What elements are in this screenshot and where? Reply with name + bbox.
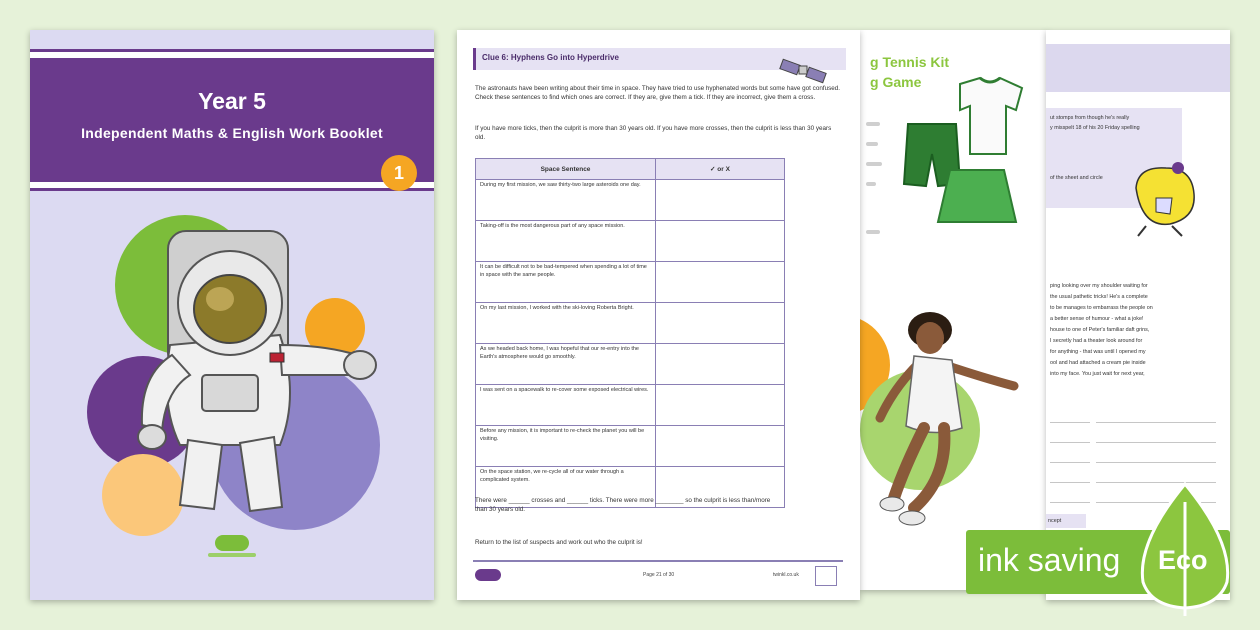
story-line: I secretly had a theater look around for	[1050, 338, 1143, 344]
table-row	[476, 385, 785, 426]
right-page-header	[1046, 44, 1230, 92]
answer-line	[1050, 482, 1090, 483]
text-line	[866, 230, 880, 234]
table-row	[476, 221, 785, 262]
cover-title-band	[30, 52, 434, 188]
story-line: a better sense of humour - what a joke!	[1050, 316, 1144, 322]
twinkl-logo	[475, 569, 501, 581]
rule-paragraph: If you have more ticks, then the culprit is more than 30 years old. If you have more crosses, then the culprit is less than 30 years old.	[475, 125, 832, 141]
table-row	[476, 303, 785, 344]
sentence-cell: As we headed back home, I was hopeful that our re-entry into the Earth's atmosphere would go smoothly.	[476, 344, 656, 385]
sentence-cell: I was sent on a spacewalk to re-cover some exposed electrical wires.	[476, 385, 656, 426]
table-row	[476, 426, 785, 467]
mark-cell[interactable]	[656, 426, 785, 467]
story-line: to be manages to embarrass the people on	[1050, 305, 1153, 311]
summary-paragraph: There were ______ crosses and ______ ticks. There were more ________ so the culprit is less than/more than 30 years old.	[475, 497, 771, 513]
sentence-cell: On my last mission, I worked with the ski-loving Roberta Bright.	[476, 303, 656, 344]
concept-label-box	[1046, 514, 1086, 528]
tennis-player-illustration	[864, 308, 1034, 538]
tennis-title-line1: g Tennis Kit	[870, 54, 950, 70]
sentence-cell: During my first mission, we saw thirty-two large asteroids one day.	[476, 180, 656, 221]
story-line: ping looking over my shoulder waiting for	[1050, 283, 1148, 289]
story-line: into my face. You just wait for next year,	[1050, 371, 1145, 377]
mark-cell[interactable]	[656, 344, 785, 385]
story-line: for anything - that was until I opened my	[1050, 349, 1146, 355]
answer-line	[1096, 442, 1216, 443]
mark-cell[interactable]	[656, 180, 785, 221]
clue-title: Clue 6: Hyphens Go into Hyperdrive	[482, 53, 619, 62]
answer-line	[1096, 422, 1216, 423]
eco-label: Eco	[1158, 545, 1208, 575]
answer-line	[1050, 422, 1090, 423]
hyphen-worksheet-page	[457, 30, 860, 600]
cover-subtitle: Independent Maths & English Work Booklet	[81, 125, 383, 141]
page-number: Page 21 of 30	[643, 572, 675, 578]
answer-line	[1096, 462, 1216, 463]
table-header-row	[476, 159, 785, 180]
mark-cell[interactable]	[656, 221, 785, 262]
yellow-creature-illustration	[1126, 158, 1206, 238]
box-line-2: y misspelt 18 of his 20 Friday spelling	[1050, 125, 1140, 131]
story-line: ool and had attached a cream pie inside	[1050, 360, 1146, 366]
text-line	[866, 122, 880, 126]
header-mark: ✓ or X	[656, 159, 785, 180]
tennis-title-line2: g Game	[870, 74, 922, 90]
ink-saving-label: ink saving	[978, 542, 1121, 578]
intro-paragraph: The astronauts have been writing about their time in space. They have tried to use hyphenated words but some have got confused. Check these sentences to find which ones are correct. If they are, give them a tick. If they are incorrect, give them a cross.	[475, 85, 840, 101]
site-url: twinkl.co.uk	[773, 572, 799, 578]
table-row	[476, 344, 785, 385]
answer-line	[1050, 462, 1090, 463]
booklet-cover	[30, 30, 434, 600]
twinkl-url-strip	[208, 553, 256, 557]
sentence-cell: It can be difficult not to be bad-tempered when spending a lot of time in space with the same people.	[476, 262, 656, 303]
page-footer	[473, 560, 843, 590]
text-line	[866, 142, 878, 146]
mark-cell[interactable]	[656, 303, 785, 344]
astronaut-illustration	[110, 225, 390, 525]
box-line-3: of the sheet and circle	[1050, 175, 1103, 181]
sentence-cell: On the space station, we re-cycle all of our water through a complicated system.	[476, 467, 656, 508]
text-line	[866, 162, 882, 166]
tennis-kit-illustration	[900, 74, 1030, 224]
tennis-kit-page	[860, 30, 1048, 590]
answer-line	[1050, 502, 1090, 503]
sentence-table	[475, 158, 785, 508]
text-line	[866, 182, 876, 186]
story-line: the usual pathetic tricks! He's a complete	[1050, 294, 1148, 300]
header-sentence: Space Sentence	[476, 159, 656, 180]
table-row	[476, 262, 785, 303]
cover-year: Year 5	[198, 88, 266, 114]
table-row	[476, 180, 785, 221]
mark-cell[interactable]	[656, 385, 785, 426]
return-instruction: Return to the list of suspects and work out who the culprit is!	[475, 539, 643, 546]
quality-icon	[815, 566, 837, 586]
box-line-1: ut stomps from though he's really	[1050, 115, 1130, 121]
sentence-cell: Taking-off is the most dangerous part of any space mission.	[476, 221, 656, 262]
story-line: house to one of Peter's familiar daft grins,	[1050, 327, 1150, 333]
answer-line	[1050, 442, 1090, 443]
concept-label: ncept	[1048, 518, 1062, 524]
mark-cell[interactable]	[656, 262, 785, 303]
booklet-number-badge: 1	[381, 155, 417, 191]
sentence-cell: Before any mission, it is important to re-check the planet you will be visiting.	[476, 426, 656, 467]
twinkl-logo	[215, 535, 249, 551]
